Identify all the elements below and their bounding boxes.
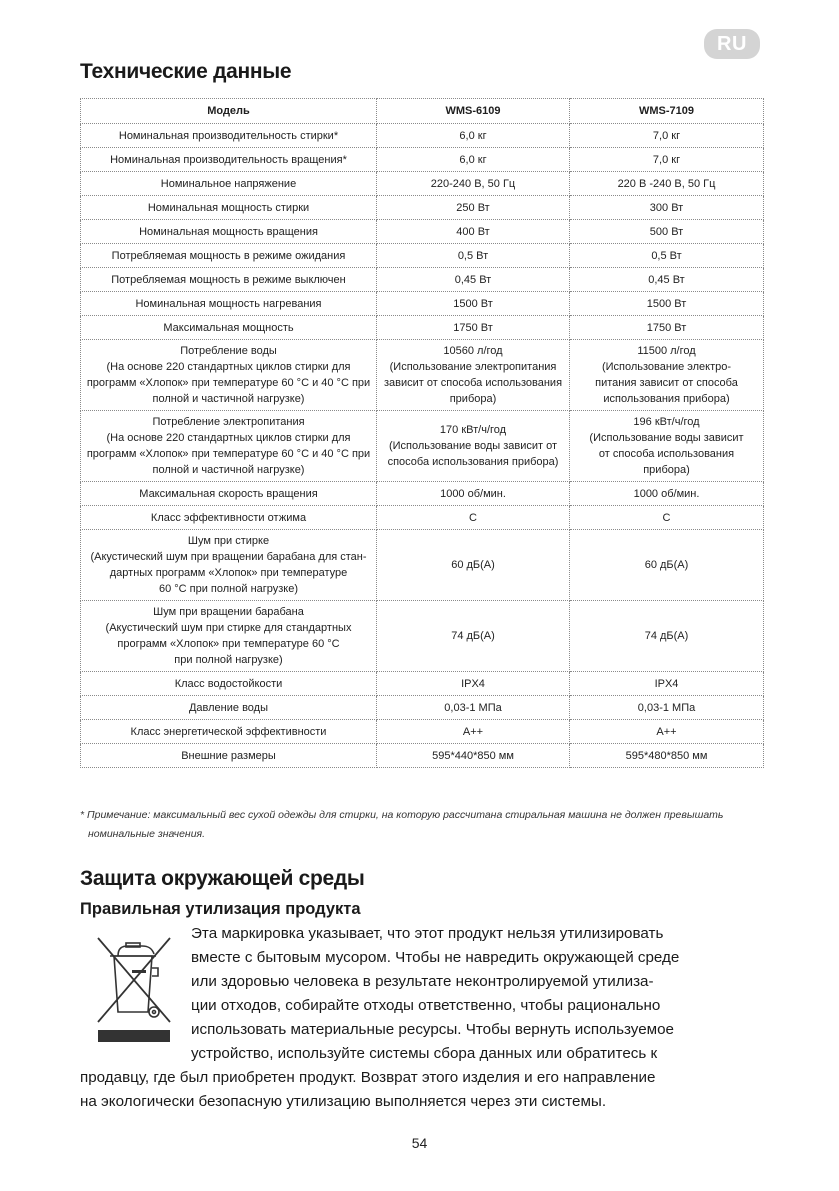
cell-line: полной и частичной нагрузке) — [152, 464, 305, 476]
spec-value-wms-7109 — [570, 672, 764, 696]
spec-table-row — [81, 411, 764, 482]
section-subtitle-disposal: Правильная утилизация продукта — [80, 900, 361, 918]
spec-table-row — [81, 124, 764, 148]
cell-line: 1750 Вт — [646, 321, 687, 334]
spec-table-row — [81, 672, 764, 696]
cell-line: 10560 л/год — [443, 345, 503, 357]
paragraph-line: или здоровью человека в результате неконтролируемой утилиза- — [191, 973, 654, 990]
cell-line: 0,45 Вт — [648, 273, 685, 286]
spec-value-wms-7109 — [570, 316, 764, 340]
cell-line: A++ — [462, 725, 484, 738]
cell-line: (Использование электропитания — [389, 361, 557, 373]
cell-line: 74 дБ(А) — [644, 630, 689, 642]
cell-line: 595*440*850 мм — [432, 749, 514, 762]
cell-line: 1750 Вт — [453, 321, 493, 334]
cell-line: IPX4 — [461, 677, 485, 690]
cell-line: C — [662, 511, 671, 524]
paragraph-line: вместе с бытовым мусором. Чтобы не навредить окружающей среде — [191, 949, 680, 966]
spec-parameter-cell — [81, 124, 377, 148]
spec-value-wms-6109 — [377, 530, 570, 601]
spec-table-header-row — [81, 99, 764, 124]
paragraph-line: ции отходов, собирайте отходы ответственно, чтобы рационально — [191, 997, 661, 1014]
cell-line: (На основе 220 стандартных циклов стирки для — [106, 432, 351, 444]
cell-line: 74 дБ(А) — [451, 630, 495, 642]
spec-value-wms-7109 — [570, 196, 764, 220]
spec-value-wms-7109 — [570, 124, 764, 148]
spec-value-wms-6109 — [377, 696, 570, 720]
cell-line: Номинальная мощность нагревания — [135, 297, 322, 310]
spec-value-wms-6109 — [377, 244, 570, 268]
cell-line: 6,0 кг — [459, 129, 487, 142]
cell-line: 1500 Вт — [646, 297, 687, 310]
spec-value-wms-6109 — [377, 196, 570, 220]
cell-line: Потребление воды — [180, 345, 277, 357]
cell-line: Потребляемая мощность в режиме ожидания — [111, 249, 346, 262]
spec-table-row — [81, 340, 764, 411]
cell-line: (Акустический шум при стирке для стандартных — [105, 622, 352, 634]
cell-line: использования прибора) — [603, 393, 730, 405]
spec-parameter-cell — [81, 411, 377, 482]
spec-value-wms-6109 — [377, 672, 570, 696]
cell-line: (Использование воды зависит — [589, 432, 744, 444]
cell-line: Внешние размеры — [181, 749, 276, 762]
spec-table-row — [81, 530, 764, 601]
spec-value-wms-6109 — [377, 316, 570, 340]
spec-parameter-cell — [81, 696, 377, 720]
cell-line: питания зависит от способа — [595, 377, 738, 389]
cell-line: Номинальная мощность стирки — [147, 201, 310, 214]
cell-line: (Использование воды зависит от — [388, 440, 558, 452]
cell-line: программ «Хлопок» при температуре 60 °C и 40 °C при — [86, 448, 371, 460]
spec-value-wms-6109 — [377, 292, 570, 316]
spec-table-row — [81, 268, 764, 292]
spec-parameter-cell — [81, 720, 377, 744]
spec-table-row — [81, 196, 764, 220]
cell-line: Шум при вращении барабана — [153, 606, 304, 618]
cell-line: (Использование электро- — [601, 361, 732, 373]
spec-value-wms-6109 — [377, 268, 570, 292]
spec-table-row — [81, 744, 764, 768]
footnote — [80, 806, 770, 844]
header-wms-6109: WMS-6109 — [377, 99, 570, 124]
spec-table-row — [81, 292, 764, 316]
spec-value-wms-7109 — [570, 696, 764, 720]
cell-line: 60 дБ(А) — [451, 559, 495, 571]
spec-value-wms-7109 — [570, 411, 764, 482]
cell-line: C — [469, 511, 477, 524]
spec-parameter-cell — [81, 482, 377, 506]
cell-line: 0,03-1 МПа — [637, 701, 696, 714]
cell-line: (На основе 220 стандартных циклов стирки для — [106, 361, 351, 373]
cell-line: 60 дБ(А) — [644, 559, 689, 571]
cell-line: Давление воды — [188, 701, 268, 714]
spec-parameter-cell — [81, 172, 377, 196]
cell-line: 0,45 Вт — [454, 273, 492, 286]
cell-line: Потребление электропитания — [152, 416, 305, 428]
cell-line: Номинальное напряжение — [160, 177, 297, 190]
cell-line: 400 Вт — [456, 225, 490, 238]
spec-value-wms-7109 — [570, 720, 764, 744]
spec-table-row — [81, 172, 764, 196]
spec-value-wms-7109 — [570, 244, 764, 268]
cell-line: A++ — [656, 725, 677, 738]
spec-value-wms-7109 — [570, 340, 764, 411]
cell-line: 220 В -240 В, 50 Гц — [617, 177, 716, 190]
spec-parameter-cell — [81, 506, 377, 530]
spec-table-row — [81, 316, 764, 340]
paragraph-line: продавцу, где был приобретен продукт. Возврат этого изделия и его направление — [80, 1069, 656, 1086]
cell-line: Класс эффективности отжима — [150, 511, 307, 524]
cell-line: Максимальная мощность — [163, 321, 294, 334]
cell-line: 300 Вт — [649, 201, 684, 214]
cell-line: от способа использования — [598, 448, 735, 460]
spec-parameter-cell — [81, 292, 377, 316]
cell-line: 0,5 Вт — [457, 249, 489, 262]
cell-line: Класс энергетической эффективности — [130, 725, 327, 738]
spec-value-wms-6109 — [377, 411, 570, 482]
spec-table-row — [81, 244, 764, 268]
spec-value-wms-7109 — [570, 506, 764, 530]
cell-line: Максимальная скорость вращения — [139, 487, 318, 500]
spec-parameter-cell — [81, 530, 377, 601]
paragraph-line: Эта маркировка указывает, что этот продукт нельзя утилизировать — [191, 925, 664, 942]
spec-parameter-cell — [81, 340, 377, 411]
cell-line: Шум при стирке — [187, 535, 270, 547]
spec-value-wms-7109 — [570, 268, 764, 292]
cell-line: IPX4 — [654, 677, 679, 690]
cell-line: 500 Вт — [649, 225, 684, 238]
spec-value-wms-7109 — [570, 530, 764, 601]
cell-line: 60 °C при полной нагрузке) — [158, 583, 299, 595]
spec-parameter-cell — [81, 268, 377, 292]
section-title-tech-data: Технические данные — [80, 60, 292, 83]
cell-line: 250 Вт — [456, 201, 490, 214]
spec-value-wms-7109 — [570, 220, 764, 244]
cell-line: дартных программ «Хлопок» при температуре — [109, 567, 348, 579]
cell-line: 1000 об/мин. — [440, 487, 506, 500]
cell-line: Номинальная производительность вращения* — [110, 153, 347, 166]
header-model: Модель — [81, 99, 377, 124]
spec-parameter-cell — [81, 220, 377, 244]
spec-value-wms-7109 — [570, 172, 764, 196]
spec-value-wms-6109 — [377, 720, 570, 744]
cell-line: 1000 об/мин. — [633, 487, 700, 500]
paragraph-line: на экологически безопасную утилизацию выполняется через эти системы. — [80, 1093, 607, 1110]
cell-line: прибора) — [449, 393, 497, 405]
disposal-paragraph — [80, 922, 770, 1114]
spec-value-wms-6109 — [377, 506, 570, 530]
spec-value-wms-7109 — [570, 744, 764, 768]
spec-table — [80, 98, 764, 768]
spec-table-row — [81, 720, 764, 744]
paragraph-line: устройство, используйте системы сбора данных или обратитесь к — [191, 1045, 658, 1062]
spec-table-row — [81, 506, 764, 530]
spec-table-row — [81, 148, 764, 172]
cell-line: полной и частичной нагрузке) — [152, 393, 305, 405]
spec-value-wms-6109 — [377, 340, 570, 411]
cell-line: зависит от способа использования — [383, 377, 563, 389]
spec-value-wms-6109 — [377, 124, 570, 148]
footnote-line-2: номинальные значения. — [88, 828, 206, 840]
cell-line: 6,0 кг — [459, 153, 487, 166]
spec-value-wms-7109 — [570, 482, 764, 506]
cell-line: при полной нагрузке) — [174, 654, 283, 666]
spec-table-row — [81, 601, 764, 672]
cell-line: 7,0 кг — [652, 129, 681, 142]
cell-line: способа использования прибора) — [387, 456, 559, 468]
language-badge: RU — [704, 29, 760, 59]
spec-parameter-cell — [81, 196, 377, 220]
spec-table-row — [81, 482, 764, 506]
spec-parameter-cell — [81, 244, 377, 268]
spec-table-row — [81, 696, 764, 720]
spec-value-wms-6109 — [377, 482, 570, 506]
section-title-environment: Защита окружающей среды — [80, 867, 365, 890]
cell-line: Класс водостойкости — [174, 677, 283, 690]
cell-line: Номинальная производительность стирки* — [118, 129, 339, 142]
cell-line: 11500 л/год — [637, 345, 696, 357]
cell-line: 196 кВт/ч/год — [633, 416, 700, 428]
cell-line: (Акустический шум при вращении барабана для стан- — [90, 551, 367, 563]
spec-value-wms-7109 — [570, 601, 764, 672]
spec-value-wms-6109 — [377, 744, 570, 768]
cell-line: 220-240 В, 50 Гц — [430, 177, 516, 190]
footnote-line-1: * Примечание: максимальный вес сухой одежды для стирки, на которую рассчитана стиральная машина не должен превышать — [80, 809, 724, 821]
cell-line: Потребляемая мощность в режиме выключен — [111, 273, 346, 286]
spec-value-wms-6109 — [377, 172, 570, 196]
cell-line: программ «Хлопок» при температуре 60 °C — [117, 638, 340, 650]
spec-parameter-cell — [81, 601, 377, 672]
spec-value-wms-6109 — [377, 220, 570, 244]
cell-line: 595*480*850 мм — [625, 749, 708, 762]
spec-value-wms-7109 — [570, 148, 764, 172]
cell-line: 1500 Вт — [453, 297, 493, 310]
cell-line: 0,03-1 МПа — [444, 701, 502, 714]
header-wms-7109: WMS-7109 — [570, 99, 764, 124]
page-number: 54 — [411, 1135, 428, 1151]
spec-parameter-cell — [81, 316, 377, 340]
spec-parameter-cell — [81, 744, 377, 768]
spec-parameter-cell — [81, 148, 377, 172]
spec-table-row — [81, 220, 764, 244]
spec-value-wms-6109 — [377, 148, 570, 172]
spec-value-wms-7109 — [570, 292, 764, 316]
cell-line: 170 кВт/ч/год — [439, 424, 507, 436]
spec-value-wms-6109 — [377, 601, 570, 672]
cell-line: 0,5 Вт — [651, 249, 682, 262]
spec-parameter-cell — [81, 672, 377, 696]
paragraph-line: использовать материальные ресурсы. Чтобы вернуть используемое — [191, 1021, 674, 1038]
cell-line: Номинальная мощность вращения — [139, 225, 318, 238]
cell-line: прибора) — [643, 464, 690, 476]
cell-line: 7,0 кг — [652, 153, 681, 166]
cell-line: программ «Хлопок» при температуре 60 °C и 40 °C при — [86, 377, 371, 389]
